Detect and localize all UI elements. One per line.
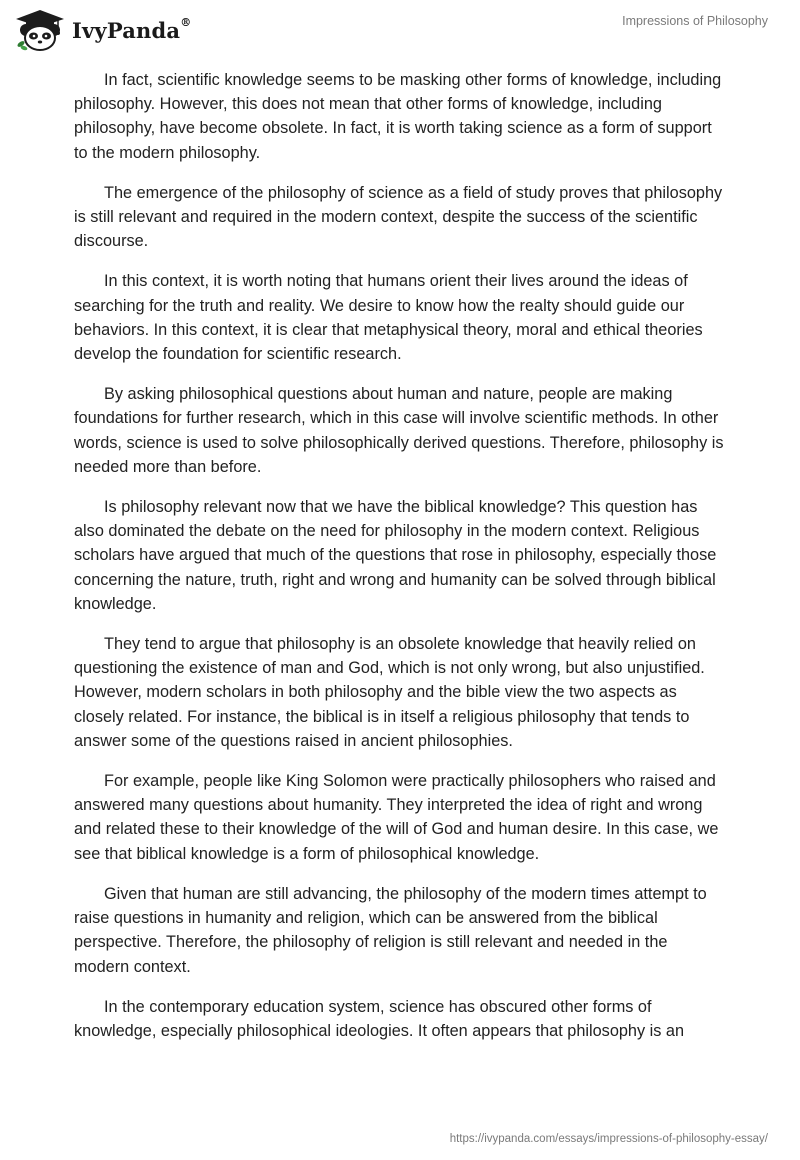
- panda-graduate-icon: [14, 8, 66, 52]
- paragraph: The emergence of the philosophy of science as a field of study proves that philosophy is still relevant and required in the modern context, despite the success of the scientific discourse.: [74, 183, 723, 251]
- paragraph: They tend to argue that philosophy is an obsolete knowledge that heavily relied on questioning the existence of man and God, which is not only wrong, but also unjustified. However, modern scholars in both philosophy and the bible view the two aspects as closely related. For instance, the biblical is in itself a religious philosophy that tends to answer some of the questions raised in ancient philosophies.: [74, 635, 705, 750]
- source-url[interactable]: https://ivypanda.com/essays/impressions-of-philosophy-essay/: [449, 1133, 768, 1145]
- ivypanda-logo[interactable]: [14, 8, 191, 52]
- essay-body: [74, 68, 726, 1059]
- registered-mark: ®: [180, 15, 192, 29]
- paragraph: In fact, scientific knowledge seems to be masking other forms of knowledge, including philosophy. However, this does not mean that other forms of knowledge, including philosophy, have become obsolete. In fact, it is worth taking science as a form of support to the modern philosophy.: [74, 71, 722, 162]
- paragraph: By asking philosophical questions about human and nature, people are making foundations for further research, which in this case will involve scientific methods. In other words, science is used to solve philosophically derived questions. Therefore, philosophy is needed more than before.: [74, 385, 724, 476]
- brand-name: IvyPanda®: [72, 15, 192, 43]
- paragraph: In the contemporary education system, science has obscured other forms of knowledge, especially philosophical ideologies. It often appears that philosophy is an: [74, 997, 685, 1040]
- paragraph: Given that human are still advancing, the philosophy of the modern times attempt to raise questions in humanity and religion, which can be answered from the biblical perspective. Therefore, the philosophy of religion is still relevant and needed in the modern context.: [74, 884, 707, 976]
- paragraph: In this context, it is worth noting that humans orient their lives around the ideas of searching for the truth and reality. We desire to know how the realty should guide our behaviors. In this context, it is clear that metaphysical theory, moral and ethical theories develop the foundation for scientific research.: [74, 272, 703, 364]
- paragraph: For example, people like King Solomon were practically philosophers who raised and answered many questions about humanity. They interpreted the idea of right and wrong and related these to their knowledge of the will of God and human desire. In this case, we see that biblical knowledge is a form of philosophical knowledge.: [74, 772, 719, 863]
- page-header: [0, 0, 800, 70]
- document-title: Impressions of Philosophy: [622, 14, 768, 28]
- paragraph: Is philosophy relevant now that we have the biblical knowledge? This question has also dominated the debate on the need for philosophy in the modern context. Religious scholars have argued that much of the questions that rose in philosophy, especially those concerning the nature, truth, right and wrong and humanity can be solved through biblical knowledge.: [74, 498, 717, 613]
